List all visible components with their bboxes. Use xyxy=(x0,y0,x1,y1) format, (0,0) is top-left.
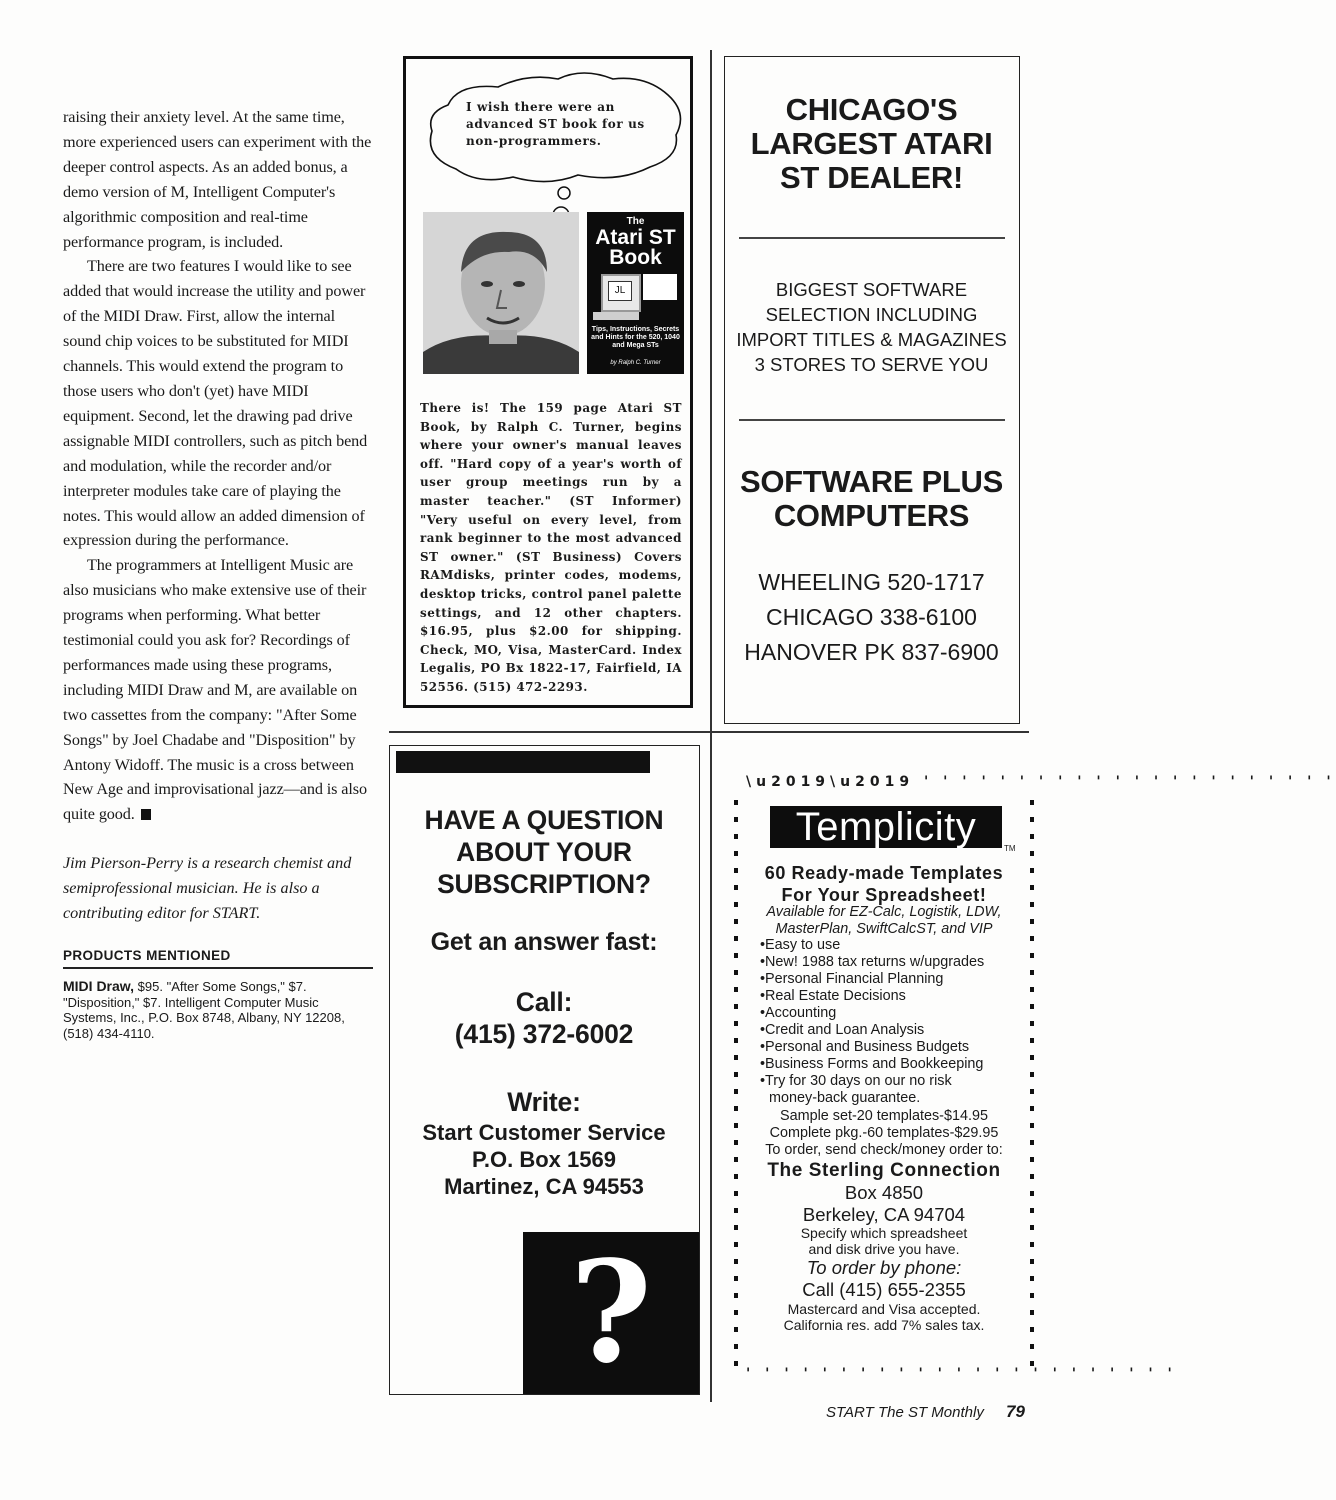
templicity-fine-print: Mastercard and Visa accepted. California res. add 7% sales tax. xyxy=(783,1301,985,1334)
article-paragraph: The programmers at Intelligent Music are also musicians who make extensive use of their programs when performing. What better testimonial could you ask for? Recordings of performances made using these programs, including MIDI Draw and M, are available on two cassettes from the company: "After Some Songs" by Joel Chadabe and "Disposition" by Antony Widoff. The music is a cross between New Age and improvisational jazz—and is also quite good. xyxy=(63,556,367,824)
feature-item: •Personal and Business Budgets xyxy=(760,1039,970,1055)
feature-item: •Real Estate Decisions xyxy=(760,988,906,1004)
products-mentioned-heading: PRODUCTS MENTIONED xyxy=(63,948,373,969)
dealer-divider xyxy=(739,419,1005,421)
end-of-article-mark xyxy=(141,809,151,820)
book-cover-title-1: Atari ST xyxy=(595,226,676,249)
templicity-pricing: Sample set-20 templates-$14.95 Complete pkg.-60 templates-$29.95 To order, send check/money order to: xyxy=(765,1108,1003,1158)
subscription-tagline: Get an answer fast: xyxy=(430,928,658,956)
software-plus-dealer-ad xyxy=(724,56,1020,724)
article-column xyxy=(63,105,373,1041)
column-divider-vertical xyxy=(710,50,712,1402)
author-bio: Jim Pierson-Perry is a research chemist and semiprofessional musician. He is also a contributing editor for START. xyxy=(63,854,352,923)
templicity-logo: Templicity xyxy=(770,806,1002,848)
call-label: Call: xyxy=(515,987,573,1017)
subscription-help-ad xyxy=(389,745,700,1395)
products-mentioned-body xyxy=(63,979,373,1041)
feature-item: •Accounting xyxy=(760,1005,837,1021)
templicity-address: Box 4850 Berkeley, CA 94704 xyxy=(802,1182,966,1225)
thought-bubble-text: I wish there were an advanced ST book for us non-programmers. xyxy=(466,100,645,148)
feature-item: •New! 1988 tax returns w/upgrades xyxy=(760,954,985,970)
book-cover xyxy=(587,212,684,374)
templicity-phone: Call (415) 655-2355 xyxy=(802,1279,966,1300)
article-paragraph: raising their anxiety level. At the same time, more experienced users can experiment with the deeper control aspects. As an added bonus, a demo version of M, Intelligent Computer's algorithmic composition and real-time performance program, is included. xyxy=(63,108,372,251)
row-divider-horizontal xyxy=(389,731,1029,733)
dealer-divider xyxy=(739,237,1005,239)
atari-st-book-ad xyxy=(403,56,693,708)
templicity-availability: Available for EZ-Calc, Logistik, LDW, MasterPlan, SwiftCalcST, and VIP xyxy=(766,904,1002,937)
computer-illustration: JL xyxy=(601,274,641,312)
magazine-footer: START The ST Monthly xyxy=(826,1404,984,1421)
write-label: Write: xyxy=(507,1087,581,1117)
product-name: MIDI Draw, xyxy=(63,978,135,994)
book-cover-blurb: Tips, Instructions, Secrets and Hints for the 520, 1040 and Mega STs xyxy=(591,326,680,349)
article-paragraph: There are two features I would like to see added that would increase the utility and power of the MIDI Draw. First, allow the internal sound chip voices to be substituted for MIDI channels. This would extend the program to those users who don't (yet) have MIDI equipment. Second, let the drawing pad drive assignable MIDI controllers, such as pitch bend and modulation, while the recorder and/or interpreter modules take care of playing the notes. This would allow an added dimension of expression during the performance. xyxy=(63,257,368,550)
dashed-border-top: \u2019\u2019 ' ' ' ' ' ' ' ' ' ' ' ' ' ' ' ' ' ' ' ' ' ' xyxy=(746,774,1336,790)
feature-item: •Easy to use xyxy=(760,937,841,953)
templicity-phone-label: To order by phone: xyxy=(806,1257,962,1278)
dealer-store-name: SOFTWARE PLUS COMPUTERS xyxy=(739,464,1004,533)
author-photo xyxy=(423,212,579,374)
templicity-company: The Sterling Connection xyxy=(767,1160,1001,1181)
black-header-bar xyxy=(396,751,650,773)
dealer-store-phones: WHEELING 520-1717 CHICAGO 338-6100 HANOVER PK 837-6900 xyxy=(744,569,999,665)
templicity-specify: Specify which spreadsheet and disk drive you have. xyxy=(800,1225,968,1258)
dealer-selection-text: BIGGEST SOFTWARE SELECTION INCLUDING IMPORT TITLES & MAGAZINES 3 STORES TO SERVE YOU xyxy=(736,279,1007,375)
keyboard-illustration xyxy=(593,312,639,320)
book-cover-title-2: Book xyxy=(609,246,662,269)
book-cover-the: The xyxy=(626,216,645,227)
subscription-headline: HAVE A QUESTION ABOUT YOUR SUBSCRIPTION? xyxy=(424,805,664,899)
feature-item: •Credit and Loan Analysis xyxy=(760,1022,925,1038)
templicity-feature-list xyxy=(760,937,1030,1107)
cover-sticker xyxy=(643,274,677,300)
templicity-headline: 60 Ready-made Templates For Your Spreadsheet! xyxy=(764,863,1004,905)
product-details: $95. "After Some Songs," $7. "Disposition," $7. Intelligent Computer Music Systems, Inc., P.O. Box 8748, Albany, NY 12208, (518) 434-4110. xyxy=(63,979,345,1041)
dealer-headline: CHICAGO'S LARGEST ATARI ST DEALER! xyxy=(750,92,993,195)
templicity-ad xyxy=(728,770,1336,1382)
feature-item: money-back guarantee. xyxy=(769,1090,921,1106)
feature-item: •Personal Financial Planning xyxy=(760,971,944,987)
subscription-phone: (415) 372-6002 xyxy=(454,1019,634,1049)
page-number: 79 xyxy=(1006,1402,1025,1421)
subscription-address: Start Customer Service P.O. Box 1569 Martinez, CA 94553 xyxy=(422,1120,666,1199)
feature-item: •Try for 30 days on our no risk xyxy=(760,1073,952,1089)
book-cover-author: by Ralph C. Turner xyxy=(610,360,661,366)
feature-item: •Business Forms and Bookkeeping xyxy=(760,1056,984,1072)
dashed-border-bottom: ' ' ' ' ' ' ' ' ' ' ' ' ' ' ' ' ' ' ' ' ' ' ' xyxy=(746,1366,1177,1382)
question-mark-graphic: ? xyxy=(523,1232,699,1394)
trademark-mark: TM xyxy=(1004,844,1016,853)
book-ad-copy: There is! The 159 page Atari ST Book, by Ralph C. Turner, begins where your owner's manual leaves off. "Hard copy of a year's worth of user group meetings run by a master teacher." (ST Informer) "Very useful on every level, from rank beginner to the most advanced ST owner." (ST Business) Covers RAMdisks, printer codes, modems, desktop tricks, control panel palette settings, and 12 other chapters. $16.95, plus $2.00 for shipping. Check, MO, Visa, MasterCard. Index Legalis, PO Bx 1822-17, Fairfield, IA 52556. (515) 472-2293. xyxy=(420,401,682,694)
